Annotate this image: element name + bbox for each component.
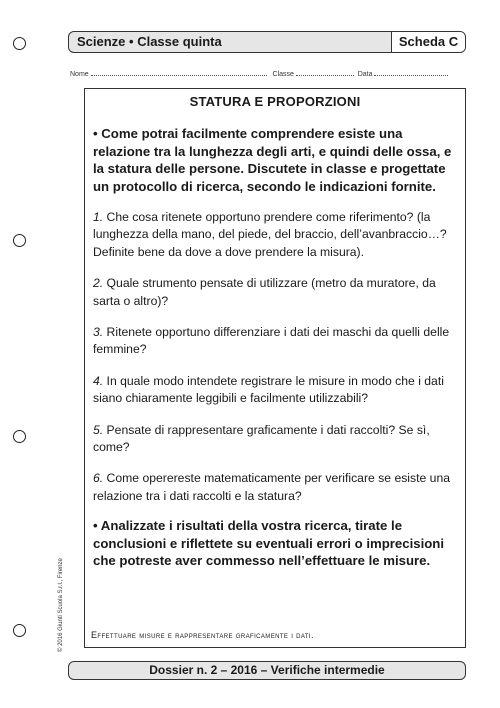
objective-note: Effettuare misure e rappresentare graficamente i dati. xyxy=(91,630,314,640)
worksheet-box xyxy=(84,88,466,648)
nome-label: Nome xyxy=(70,71,89,78)
question-1: 1. Che cosa ritenete opportuno prendere come riferimento? (la lunghezza della mano, del piede, del braccio, dell’avanbraccio…? Definite bene da dove a dove prendere la misura). xyxy=(93,210,447,259)
data-label: Data xyxy=(357,71,373,78)
intro-paragraph: • Come potrai facilmente comprendere esiste una relazione tra la lunghezza degli arti, e quindi delle ossa, e la statura delle persone. Discutete in classe e progettate un protocollo di ricerca, secondo le indicazioni fornite. xyxy=(93,126,452,194)
classe-label: Classe xyxy=(272,71,294,78)
conclusion-paragraph: • Analizzate i risultati della vostra ricerca, tirate le conclusioni e riflettete su eventuali errori o imprecisioni che potreste aver commesso nell’effettuare le misure. xyxy=(93,518,445,569)
binder-hole xyxy=(13,624,26,637)
scheda-label: Scheda C xyxy=(391,32,465,52)
binder-hole xyxy=(13,430,26,443)
question-6: 6. Come operereste matematicamente per verificare se esiste una relazione tra i dati raccolti e la statura? xyxy=(93,471,450,503)
data-field[interactable] xyxy=(374,69,448,76)
question-4: 4. In quale modo intendete registrare le misure in modo che i dati siano chiaramente leggibili e facilmente utilizzabili? xyxy=(93,373,444,406)
worksheet-title: STATURA E PROPORZIONI xyxy=(189,94,361,109)
student-fields xyxy=(70,69,470,78)
footer-bar: Dossier n. 2 – 2016 – Verifiche intermedie xyxy=(68,661,466,680)
question-3: 3. Ritenete opportuno differenziare i dati dei maschi da quelli delle femmine? xyxy=(93,325,450,357)
classe-field[interactable] xyxy=(296,69,354,76)
question-2: 2. Quale strumento pensate di utilizzare (metro da muratore, da sarta o altro)? xyxy=(93,276,436,308)
header-bar xyxy=(68,31,466,53)
question-5: 5. Pensate di rappresentare graficamente i dati raccolti? Se sì, come? xyxy=(93,422,430,455)
subject-label: Scienze • Classe quinta xyxy=(77,34,222,49)
nome-field[interactable] xyxy=(91,69,267,76)
binder-hole xyxy=(13,37,26,50)
binder-hole xyxy=(13,234,26,247)
worksheet-content xyxy=(93,125,457,570)
copyright-text: © 2016 Giunti Scuola S.r.l., Firenze xyxy=(58,558,64,652)
